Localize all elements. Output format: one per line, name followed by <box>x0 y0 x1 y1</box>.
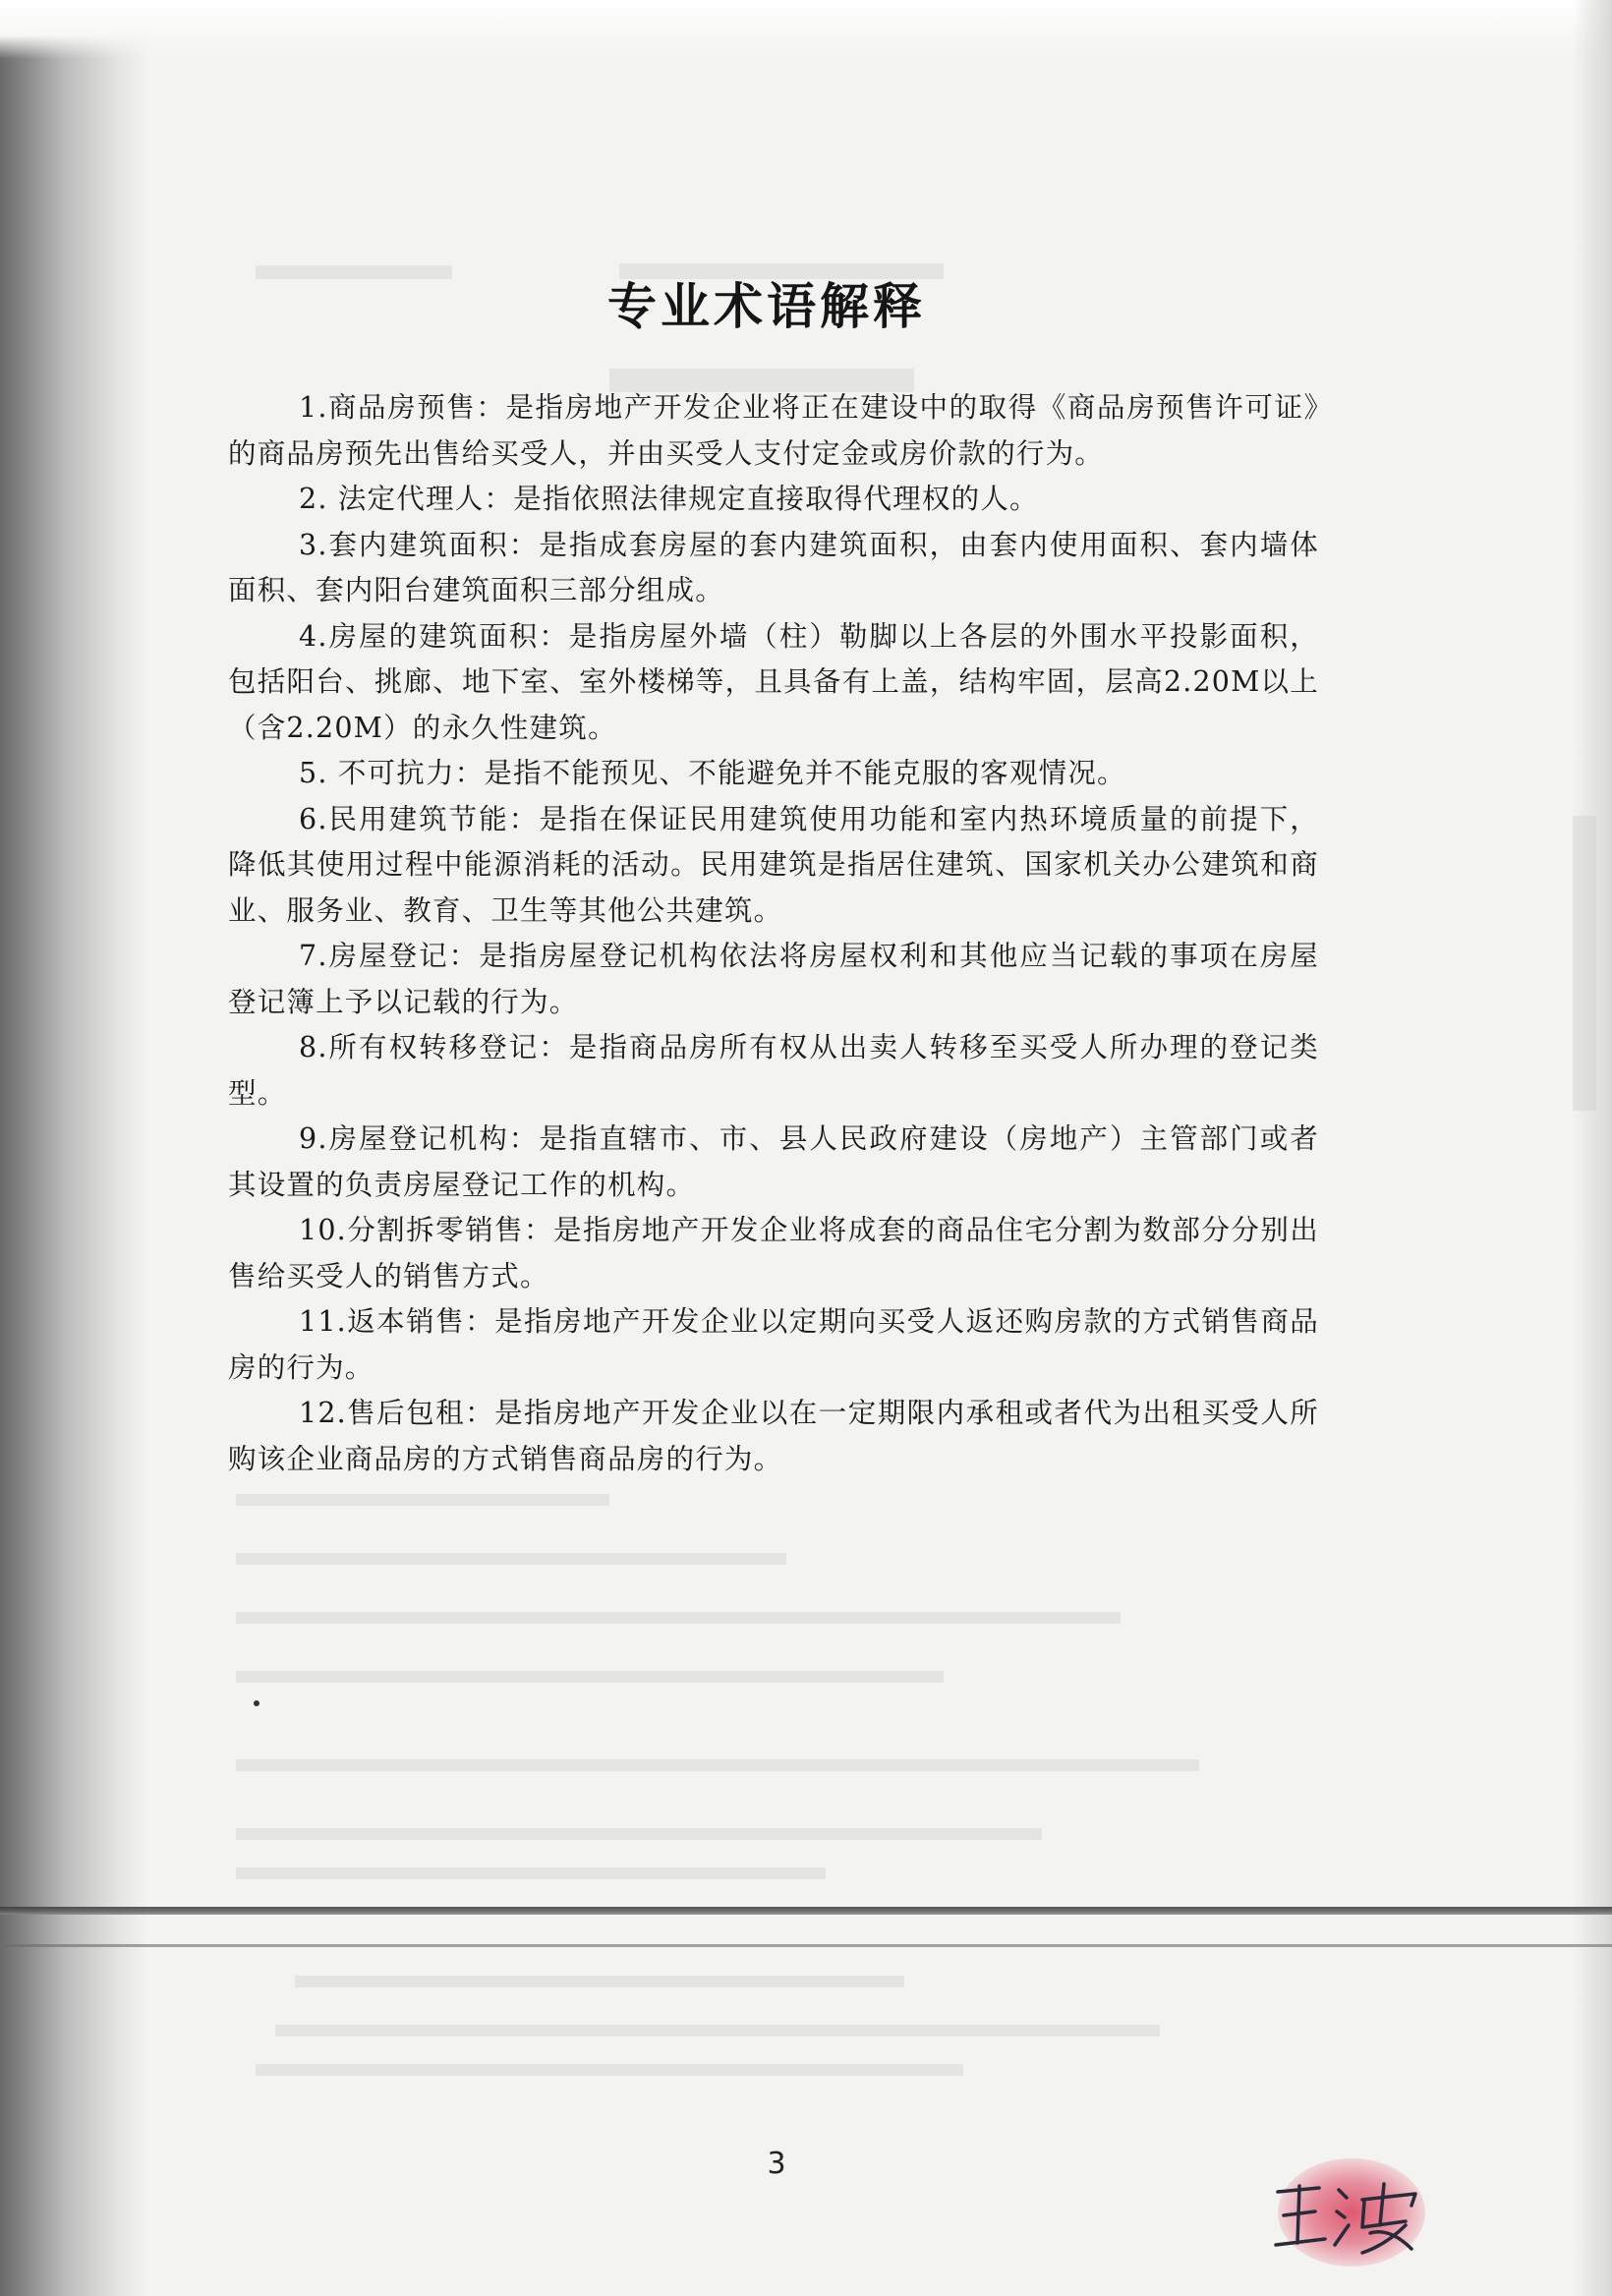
bleed-through-line <box>236 1759 1199 1771</box>
bleed-through-line <box>236 1828 1042 1840</box>
bleed-through-line <box>236 1671 944 1683</box>
term-text: 是指房地产开发企业将正在建设中的取得《商品房预售许可证》的商品房预先出售给买受人，并由买受人支付定金或房价款的行为。 <box>228 391 1319 470</box>
stray-mark <box>254 1700 259 1706</box>
bleed-through-line <box>256 2064 963 2076</box>
term-item <box>228 1117 1319 1208</box>
term-text: 是指成套房屋的套内建筑面积，由套内使用面积、套内墙体面积、套内阳台建筑面积三部分组成。 <box>228 528 1319 606</box>
term-label: 12.售后包租： <box>299 1397 495 1429</box>
bleed-through-line <box>275 2025 1160 2037</box>
term-label: 5. 不可抗力： <box>299 757 485 789</box>
term-text: 是指直辖市、市、县人民政府建设（房地产）主管部门或者其设置的负责房屋登记工作的机构。 <box>228 1122 1319 1201</box>
term-item <box>228 934 1319 1025</box>
term-text: 是指商品房所有权从出卖人转移至买受人所办理的登记类型。 <box>228 1031 1319 1110</box>
bleed-through-line <box>236 1553 786 1565</box>
term-text: 是指不能预见、不能避免并不能克服的客观情况。 <box>484 757 1126 789</box>
scan-fold-line <box>0 1907 1612 1915</box>
scan-edge-right <box>1573 0 1612 2296</box>
term-text: 是指房屋登记机构依法将房屋权利和其他应当记载的事项在房屋登记簿上予以记载的行为。 <box>228 940 1320 1018</box>
term-label: 8.所有权转移登记： <box>299 1031 569 1063</box>
term-text: 是指在保证民用建筑使用功能和室内热环境质量的前提下，降低其使用过程中能源消耗的活动。民用建筑是指居住建筑、国家机关办公建筑和商业、服务业、教育、卫生等其他公共建筑。 <box>228 802 1319 927</box>
bleed-through-line <box>1573 816 1596 1111</box>
terms-list <box>228 385 1319 1482</box>
term-text: 是指房地产开发企业以在一定期限内承租或者代为出租买受人所购该企业商品房的方式销售商品房的行为。 <box>228 1397 1319 1475</box>
term-label: 7.房屋登记： <box>299 940 480 972</box>
bleed-through-line <box>295 1976 904 1987</box>
term-label: 10.分割拆零销售： <box>299 1214 553 1246</box>
handwritten-signature <box>1268 2170 1435 2259</box>
term-label: 1.商品房预售： <box>299 391 506 424</box>
scan-shadow-top <box>0 0 1612 59</box>
term-label: 3.套内建筑面积： <box>299 528 540 561</box>
term-text: 是指依照法律规定直接取得代理权的人。 <box>513 483 1039 515</box>
term-text: 是指房屋外墙（柱）勒脚以上各层的外围水平投影面积，包括阳台、挑廊、地下室、室外楼梯等，且具备有上盖，结构牢固，层高2.20M以上（含2.20M）的永久性建筑。 <box>228 619 1319 744</box>
term-item <box>228 1025 1319 1117</box>
term-label: 6.民用建筑节能： <box>299 802 540 835</box>
term-item <box>228 751 1319 797</box>
term-item <box>228 1208 1319 1299</box>
term-label: 4.房屋的建筑面积： <box>299 619 569 653</box>
term-label: 11.返本销售： <box>299 1305 495 1338</box>
bleed-through-line <box>236 1494 609 1506</box>
term-item <box>228 797 1319 935</box>
term-item <box>228 523 1319 614</box>
page-title: 专业术语解释 <box>607 278 926 335</box>
term-label: 9.房屋登记机构： <box>299 1122 540 1155</box>
term-item <box>228 477 1319 523</box>
term-label: 2. 法定代理人： <box>299 483 514 515</box>
bleed-through-line <box>236 1612 1121 1624</box>
term-item <box>228 614 1319 752</box>
page-number: 3 <box>767 2147 786 2181</box>
term-item <box>228 1299 1319 1391</box>
scan-fold-line <box>0 1944 1612 1947</box>
term-text: 是指房地产开发企业将成套的商品住宅分割为数部分分别出售给买受人的销售方式。 <box>228 1214 1319 1292</box>
term-item <box>228 1391 1319 1482</box>
term-text: 是指房地产开发企业以定期向买受人返还购房款的方式销售商品房的行为。 <box>228 1305 1319 1384</box>
bleed-through-line <box>236 1867 826 1879</box>
term-item <box>228 385 1319 477</box>
scan-shadow-left <box>0 0 147 2296</box>
